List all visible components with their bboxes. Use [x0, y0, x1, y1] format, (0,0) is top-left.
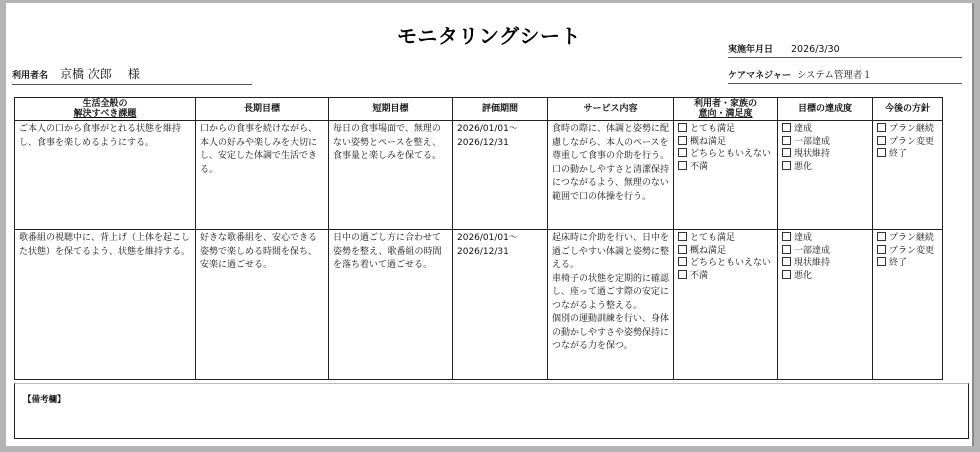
col-header-policy: 今後の方針 [873, 98, 943, 121]
col-header-achievement: 目標の達成度 [778, 98, 873, 121]
checkbox-icon[interactable] [678, 245, 687, 254]
checkbox-icon[interactable] [678, 270, 687, 279]
period-cell: 2026/01/01～ 2026/12/31 [453, 121, 548, 230]
checkbox-icon[interactable] [678, 161, 687, 170]
issue-cell: ご本人の口から食事がとれる状態を維持し、食事を楽しめるようにする。 [15, 121, 196, 230]
achievement-option[interactable]: 現状維持 [782, 257, 868, 270]
satisfaction-option[interactable]: どちらともいえない [678, 148, 773, 161]
achievement-cell [778, 230, 873, 380]
table-row [15, 121, 943, 230]
issue-cell: 歌番組の視聴中に、背上げ（上体を起こした状態）を保てるよう、状態を維持する。 [15, 230, 196, 380]
checkbox-icon[interactable] [877, 136, 886, 145]
checkbox-icon[interactable] [877, 257, 886, 266]
checkbox-icon[interactable] [782, 270, 791, 279]
satisfaction-option[interactable]: 概ね満足 [678, 136, 773, 149]
checkbox-icon[interactable] [678, 148, 687, 157]
checkbox-icon[interactable] [678, 136, 687, 145]
satisfaction-option[interactable]: 概ね満足 [678, 245, 773, 258]
monitoring-table [14, 97, 943, 380]
user-name-value: 京橋 次郎 [60, 67, 112, 81]
achievement-option[interactable]: 一部達成 [782, 136, 868, 149]
service-cell: 食時の際に、体調と姿勢に配慮しながら、本人のペースを尊重して食事の介助を行う。 口の動かしやすさと清潔保持につながるよう、無理のない範囲で口の体操を行う。 [548, 121, 674, 230]
checkbox-icon[interactable] [782, 123, 791, 132]
policy-option[interactable]: プラン継続 [877, 232, 938, 245]
achievement-option[interactable]: 達成 [782, 123, 868, 136]
implementation-date-field [728, 42, 962, 58]
checkbox-icon[interactable] [782, 245, 791, 254]
checkbox-icon[interactable] [782, 161, 791, 170]
achievement-cell [778, 121, 873, 230]
period-cell: 2026/01/01～ 2026/12/31 [453, 230, 548, 380]
col-header-satisfaction: 利用者・家族の 意向・満足度 [674, 98, 778, 121]
satisfaction-option[interactable]: とても満足 [678, 123, 773, 136]
implementation-date-label: 実施年月日 [728, 45, 774, 55]
checkbox-icon[interactable] [877, 232, 886, 241]
service-cell: 起床時に介助を行い、日中を過ごしやすい体調と姿勢に整える。 車椅子の状態を定期的に確認し、座って過ごす際の安定につながるよう整える。 個別の運動訓練を行い、身体の動かしやすさや姿勢保持につながる力を保つ。 [548, 230, 674, 380]
checkbox-icon[interactable] [782, 257, 791, 266]
short-goal-cell: 日中の過ごし方に合わせて姿勢を整え、歌番組の時間を落ち着いて過ごせる。 [329, 230, 453, 380]
col-header-issue: 生活全般の 解決すべき課題 [15, 98, 196, 121]
remarks-label: 【備考欄】 [23, 395, 66, 405]
policy-option[interactable]: 終了 [877, 148, 938, 161]
policy-option[interactable]: プラン継続 [877, 123, 938, 136]
policy-option[interactable]: 終了 [877, 257, 938, 270]
remarks-box[interactable] [14, 383, 969, 439]
achievement-option[interactable]: 一部達成 [782, 245, 868, 258]
satisfaction-option[interactable]: とても満足 [678, 232, 773, 245]
table-row [15, 230, 943, 380]
satisfaction-option[interactable]: 不満 [678, 270, 773, 283]
page-title: モニタリングシート [396, 24, 582, 48]
policy-option[interactable]: プラン変更 [877, 245, 938, 258]
short-goal-cell: 毎日の食事場面で、無理のない姿勢とペースを整え、食事量と楽しみを保てる。 [329, 121, 453, 230]
table-header-row [15, 98, 943, 121]
achievement-option[interactable]: 達成 [782, 232, 868, 245]
achievement-option[interactable]: 悪化 [782, 161, 868, 174]
checkbox-icon[interactable] [678, 232, 687, 241]
checkbox-icon[interactable] [678, 123, 687, 132]
policy-option[interactable]: プラン変更 [877, 136, 938, 149]
care-manager-field [728, 67, 962, 84]
long-goal-cell: 口からの食事を続けながら、本人の好みや楽しみを大切にし、安定した体調で生活できる。 [196, 121, 329, 230]
user-name-suffix: 様 [127, 67, 140, 81]
policy-cell [873, 121, 943, 230]
achievement-option[interactable]: 現状維持 [782, 148, 868, 161]
col-header-service: サービス内容 [548, 98, 674, 121]
col-header-long-goal: 長期目標 [196, 98, 329, 121]
checkbox-icon[interactable] [877, 148, 886, 157]
checkbox-icon[interactable] [782, 232, 791, 241]
col-header-short-goal: 短期目標 [329, 98, 453, 121]
satisfaction-option[interactable]: どちらともいえない [678, 257, 773, 270]
col-header-period: 評価期間 [453, 98, 548, 121]
user-name-field [12, 65, 252, 85]
satisfaction-cell [674, 121, 778, 230]
checkbox-icon[interactable] [877, 123, 886, 132]
satisfaction-cell [674, 230, 778, 380]
long-goal-cell: 好きな歌番組を、安心できる姿勢で楽しめる時間を保ち、安楽に過ごせる。 [196, 230, 329, 380]
satisfaction-option[interactable]: 不満 [678, 161, 773, 174]
achievement-option[interactable]: 悪化 [782, 270, 868, 283]
checkbox-icon[interactable] [782, 148, 791, 157]
checkbox-icon[interactable] [678, 257, 687, 266]
checkbox-icon[interactable] [877, 245, 886, 254]
care-manager-value: システム管理者１ [796, 70, 872, 81]
implementation-date-value: 2026/3/30 [791, 44, 840, 55]
checkbox-icon[interactable] [782, 136, 791, 145]
policy-cell [873, 230, 943, 380]
user-name-label: 利用者名 [12, 71, 49, 81]
care-manager-label: ケアマネジャー [728, 71, 791, 81]
monitoring-sheet-page [6, 3, 974, 446]
